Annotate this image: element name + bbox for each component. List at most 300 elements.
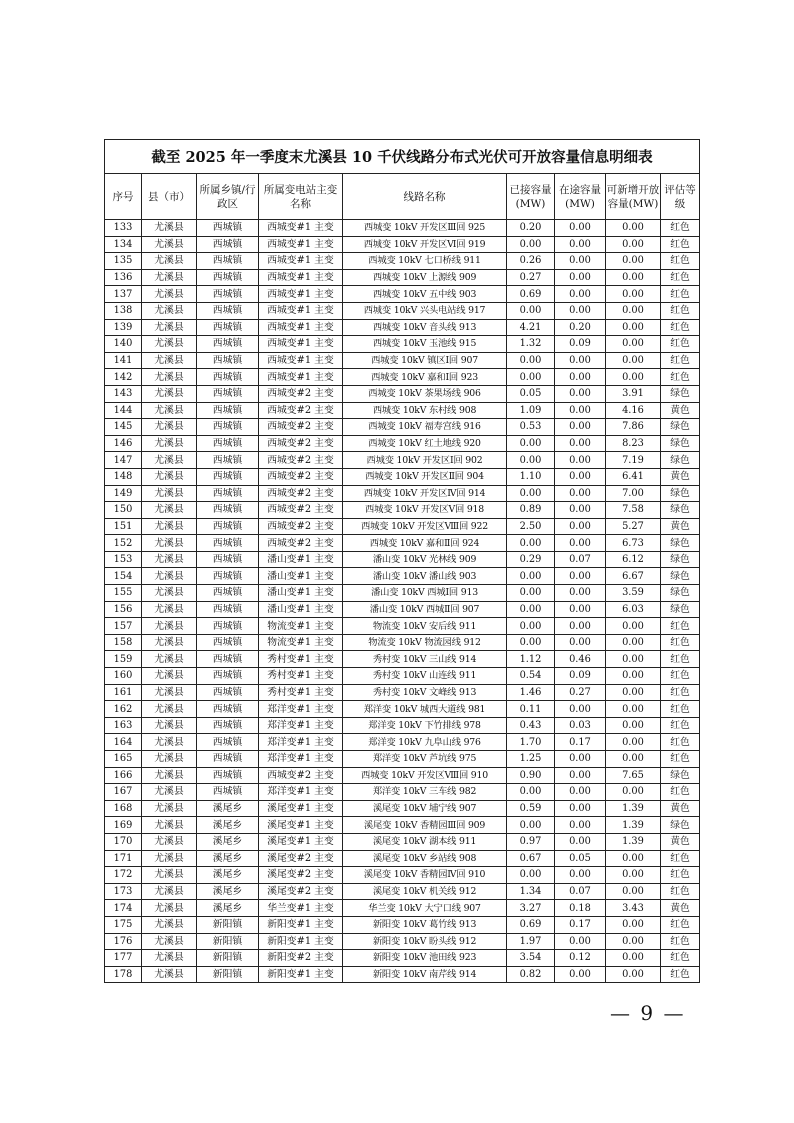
town-cell: 新阳镇 bbox=[197, 966, 259, 983]
available-cell: 0.00 bbox=[606, 651, 661, 668]
line-name-cell: 新阳变 10kV 南芹线 914 bbox=[343, 966, 507, 983]
seq-cell: 136 bbox=[105, 269, 142, 286]
table-row bbox=[105, 717, 700, 734]
line-name-cell: 溪尾变 10kV 乡站线 908 bbox=[343, 850, 507, 867]
seq-cell: 175 bbox=[105, 916, 142, 933]
header-seq: 序号 bbox=[105, 174, 142, 220]
available-cell: 0.00 bbox=[606, 269, 661, 286]
table-row bbox=[105, 568, 700, 585]
line-name-cell: 西城变 10kV 玉池线 915 bbox=[343, 336, 507, 353]
transit-cell: 0.05 bbox=[555, 850, 606, 867]
transit-cell: 0.46 bbox=[555, 651, 606, 668]
header-transit: 在途容量(MW) bbox=[555, 174, 606, 220]
transit-cell: 0.00 bbox=[555, 269, 606, 286]
available-cell: 7.65 bbox=[606, 767, 661, 784]
station-cell: 西城变#1 主变 bbox=[259, 269, 343, 286]
connected-cell: 0.20 bbox=[507, 220, 555, 237]
grade-cell: 红色 bbox=[661, 286, 700, 303]
seq-cell: 138 bbox=[105, 302, 142, 319]
available-cell: 0.00 bbox=[606, 634, 661, 651]
table-row bbox=[105, 634, 700, 651]
available-cell: 0.00 bbox=[606, 784, 661, 801]
station-cell: 西城变#2 主变 bbox=[259, 468, 343, 485]
town-cell: 西城镇 bbox=[197, 402, 259, 419]
table-row bbox=[105, 319, 700, 336]
available-cell: 4.16 bbox=[606, 402, 661, 419]
available-cell: 0.00 bbox=[606, 933, 661, 950]
town-cell: 西城镇 bbox=[197, 319, 259, 336]
grade-cell: 绿色 bbox=[661, 485, 700, 502]
table-row bbox=[105, 601, 700, 618]
grade-cell: 红色 bbox=[661, 701, 700, 718]
seq-cell: 163 bbox=[105, 717, 142, 734]
county-cell: 尤溪县 bbox=[142, 900, 197, 917]
line-name-cell: 秀村变 10kV 三山线 914 bbox=[343, 651, 507, 668]
connected-cell: 0.27 bbox=[507, 269, 555, 286]
grade-cell: 绿色 bbox=[661, 419, 700, 436]
county-cell: 尤溪县 bbox=[142, 833, 197, 850]
county-cell: 尤溪县 bbox=[142, 419, 197, 436]
grade-cell: 绿色 bbox=[661, 817, 700, 834]
transit-cell: 0.00 bbox=[555, 701, 606, 718]
station-cell: 西城变#2 主变 bbox=[259, 535, 343, 552]
town-cell: 西城镇 bbox=[197, 253, 259, 270]
seq-cell: 161 bbox=[105, 684, 142, 701]
town-cell: 西城镇 bbox=[197, 336, 259, 353]
county-cell: 尤溪县 bbox=[142, 717, 197, 734]
station-cell: 西城变#1 主变 bbox=[259, 236, 343, 253]
table-row bbox=[105, 369, 700, 386]
transit-cell: 0.20 bbox=[555, 319, 606, 336]
county-cell: 尤溪县 bbox=[142, 668, 197, 685]
available-cell: 6.73 bbox=[606, 535, 661, 552]
available-cell: 0.00 bbox=[606, 751, 661, 768]
line-name-cell: 秀村变 10kV 文峰线 913 bbox=[343, 684, 507, 701]
grade-cell: 红色 bbox=[661, 867, 700, 884]
table-row bbox=[105, 269, 700, 286]
table-row bbox=[105, 767, 700, 784]
connected-cell: 4.21 bbox=[507, 319, 555, 336]
line-name-cell: 郑洋变 10kV 三车线 982 bbox=[343, 784, 507, 801]
station-cell: 西城变#1 主变 bbox=[259, 319, 343, 336]
table-row bbox=[105, 900, 700, 917]
grade-cell: 红色 bbox=[661, 684, 700, 701]
town-cell: 西城镇 bbox=[197, 385, 259, 402]
table-row bbox=[105, 352, 700, 369]
line-name-cell: 西城变 10kV 嘉和Ⅱ回 924 bbox=[343, 535, 507, 552]
line-name-cell: 潘山变 10kV 光林线 909 bbox=[343, 551, 507, 568]
seq-cell: 143 bbox=[105, 385, 142, 402]
available-cell: 7.19 bbox=[606, 452, 661, 469]
station-cell: 西城变#2 主变 bbox=[259, 485, 343, 502]
grade-cell: 红色 bbox=[661, 302, 700, 319]
county-cell: 尤溪县 bbox=[142, 933, 197, 950]
town-cell: 西城镇 bbox=[197, 751, 259, 768]
connected-cell: 0.11 bbox=[507, 701, 555, 718]
grade-cell: 红色 bbox=[661, 850, 700, 867]
seq-cell: 174 bbox=[105, 900, 142, 917]
grade-cell: 红色 bbox=[661, 734, 700, 751]
available-cell: 3.43 bbox=[606, 900, 661, 917]
connected-cell: 0.00 bbox=[507, 867, 555, 884]
transit-cell: 0.00 bbox=[555, 419, 606, 436]
available-cell: 0.00 bbox=[606, 286, 661, 303]
table-title: 截至 2025 年一季度末尤溪县 10 千伏线路分布式光伏可开放容量信息明细表 bbox=[105, 140, 700, 174]
town-cell: 西城镇 bbox=[197, 220, 259, 237]
station-cell: 西城变#1 主变 bbox=[259, 302, 343, 319]
station-cell: 西城变#1 主变 bbox=[259, 220, 343, 237]
transit-cell: 0.00 bbox=[555, 435, 606, 452]
seq-cell: 150 bbox=[105, 502, 142, 519]
line-name-cell: 溪尾变 10kV 机关线 912 bbox=[343, 883, 507, 900]
connected-cell: 0.00 bbox=[507, 236, 555, 253]
available-cell: 6.41 bbox=[606, 468, 661, 485]
transit-cell: 0.00 bbox=[555, 966, 606, 983]
header-station: 所属变电站主变名称 bbox=[259, 174, 343, 220]
county-cell: 尤溪县 bbox=[142, 485, 197, 502]
station-cell: 西城变#2 主变 bbox=[259, 502, 343, 519]
seq-cell: 139 bbox=[105, 319, 142, 336]
line-name-cell: 西城变 10kV 开发区Ⅳ回 914 bbox=[343, 485, 507, 502]
connected-cell: 0.00 bbox=[507, 535, 555, 552]
county-cell: 尤溪县 bbox=[142, 452, 197, 469]
station-cell: 潘山变#1 主变 bbox=[259, 551, 343, 568]
transit-cell: 0.00 bbox=[555, 817, 606, 834]
available-cell: 1.39 bbox=[606, 833, 661, 850]
transit-cell: 0.00 bbox=[555, 468, 606, 485]
table-row bbox=[105, 883, 700, 900]
transit-cell: 0.00 bbox=[555, 767, 606, 784]
county-cell: 尤溪县 bbox=[142, 966, 197, 983]
table-row bbox=[105, 950, 700, 967]
line-name-cell: 潘山变 10kV 西城Ⅰ回 913 bbox=[343, 585, 507, 602]
town-cell: 溪尾乡 bbox=[197, 883, 259, 900]
line-name-cell: 西城变 10kV 开发区Ⅰ回 902 bbox=[343, 452, 507, 469]
county-cell: 尤溪县 bbox=[142, 767, 197, 784]
available-cell: 0.00 bbox=[606, 717, 661, 734]
county-cell: 尤溪县 bbox=[142, 651, 197, 668]
table-row bbox=[105, 916, 700, 933]
available-cell: 3.91 bbox=[606, 385, 661, 402]
transit-cell: 0.00 bbox=[555, 601, 606, 618]
county-cell: 尤溪县 bbox=[142, 800, 197, 817]
grade-cell: 红色 bbox=[661, 651, 700, 668]
transit-cell: 0.00 bbox=[555, 867, 606, 884]
connected-cell: 0.00 bbox=[507, 302, 555, 319]
table-row bbox=[105, 236, 700, 253]
transit-cell: 0.09 bbox=[555, 336, 606, 353]
seq-cell: 142 bbox=[105, 369, 142, 386]
seq-cell: 140 bbox=[105, 336, 142, 353]
header-available: 可新增开放容量(MW) bbox=[606, 174, 661, 220]
available-cell: 0.00 bbox=[606, 867, 661, 884]
line-name-cell: 溪尾变 10kV 香精园Ⅲ回 909 bbox=[343, 817, 507, 834]
header-town: 所属乡镇/行政区 bbox=[197, 174, 259, 220]
grade-cell: 红色 bbox=[661, 717, 700, 734]
connected-cell: 0.05 bbox=[507, 385, 555, 402]
available-cell: 0.00 bbox=[606, 701, 661, 718]
county-cell: 尤溪县 bbox=[142, 684, 197, 701]
station-cell: 西城变#1 主变 bbox=[259, 286, 343, 303]
table-row bbox=[105, 402, 700, 419]
transit-cell: 0.00 bbox=[555, 286, 606, 303]
station-cell: 西城变#2 主变 bbox=[259, 402, 343, 419]
county-cell: 尤溪县 bbox=[142, 867, 197, 884]
station-cell: 新阳变#2 主变 bbox=[259, 950, 343, 967]
connected-cell: 0.90 bbox=[507, 767, 555, 784]
header-county: 县（市） bbox=[142, 174, 197, 220]
connected-cell: 0.00 bbox=[507, 634, 555, 651]
town-cell: 溪尾乡 bbox=[197, 817, 259, 834]
available-cell: 0.00 bbox=[606, 668, 661, 685]
town-cell: 西城镇 bbox=[197, 717, 259, 734]
county-cell: 尤溪县 bbox=[142, 734, 197, 751]
station-cell: 华兰变#1 主变 bbox=[259, 900, 343, 917]
grade-cell: 红色 bbox=[661, 883, 700, 900]
transit-cell: 0.17 bbox=[555, 916, 606, 933]
station-cell: 西城变#2 主变 bbox=[259, 767, 343, 784]
connected-cell: 0.53 bbox=[507, 419, 555, 436]
connected-cell: 2.50 bbox=[507, 518, 555, 535]
line-name-cell: 郑洋变 10kV 九阜山线 976 bbox=[343, 734, 507, 751]
county-cell: 尤溪县 bbox=[142, 701, 197, 718]
town-cell: 溪尾乡 bbox=[197, 833, 259, 850]
header-connected: 已接容量(MW) bbox=[507, 174, 555, 220]
table-row bbox=[105, 701, 700, 718]
connected-cell: 0.26 bbox=[507, 253, 555, 270]
line-name-cell: 新阳变 10kV 盼头线 912 bbox=[343, 933, 507, 950]
county-cell: 尤溪县 bbox=[142, 236, 197, 253]
town-cell: 西城镇 bbox=[197, 734, 259, 751]
seq-cell: 172 bbox=[105, 867, 142, 884]
table-row bbox=[105, 585, 700, 602]
town-cell: 西城镇 bbox=[197, 535, 259, 552]
county-cell: 尤溪县 bbox=[142, 784, 197, 801]
line-name-cell: 西城变 10kV 上源线 909 bbox=[343, 269, 507, 286]
connected-cell: 1.34 bbox=[507, 883, 555, 900]
station-cell: 新阳变#1 主变 bbox=[259, 933, 343, 950]
seq-cell: 171 bbox=[105, 850, 142, 867]
grade-cell: 红色 bbox=[661, 618, 700, 635]
transit-cell: 0.00 bbox=[555, 568, 606, 585]
town-cell: 西城镇 bbox=[197, 634, 259, 651]
connected-cell: 0.97 bbox=[507, 833, 555, 850]
line-name-cell: 西城变 10kV 兴头电站线 917 bbox=[343, 302, 507, 319]
available-cell: 0.00 bbox=[606, 850, 661, 867]
town-cell: 溪尾乡 bbox=[197, 800, 259, 817]
capacity-table bbox=[104, 139, 700, 983]
connected-cell: 0.00 bbox=[507, 784, 555, 801]
transit-cell: 0.07 bbox=[555, 883, 606, 900]
county-cell: 尤溪县 bbox=[142, 601, 197, 618]
station-cell: 新阳变#1 主变 bbox=[259, 966, 343, 983]
seq-cell: 159 bbox=[105, 651, 142, 668]
grade-cell: 绿色 bbox=[661, 452, 700, 469]
transit-cell: 0.00 bbox=[555, 452, 606, 469]
transit-cell: 0.00 bbox=[555, 618, 606, 635]
station-cell: 西城变#1 主变 bbox=[259, 253, 343, 270]
table-row bbox=[105, 684, 700, 701]
town-cell: 西城镇 bbox=[197, 568, 259, 585]
station-cell: 郑洋变#1 主变 bbox=[259, 784, 343, 801]
table-row bbox=[105, 933, 700, 950]
table-row bbox=[105, 833, 700, 850]
connected-cell: 0.00 bbox=[507, 817, 555, 834]
county-cell: 尤溪县 bbox=[142, 319, 197, 336]
county-cell: 尤溪县 bbox=[142, 568, 197, 585]
line-name-cell: 西城变 10kV 嘉和Ⅰ回 923 bbox=[343, 369, 507, 386]
table-row bbox=[105, 502, 700, 519]
seq-cell: 154 bbox=[105, 568, 142, 585]
county-cell: 尤溪县 bbox=[142, 336, 197, 353]
county-cell: 尤溪县 bbox=[142, 269, 197, 286]
seq-cell: 152 bbox=[105, 535, 142, 552]
transit-cell: 0.00 bbox=[555, 253, 606, 270]
table-row bbox=[105, 867, 700, 884]
county-cell: 尤溪县 bbox=[142, 369, 197, 386]
station-cell: 溪尾变#2 主变 bbox=[259, 883, 343, 900]
transit-cell: 0.00 bbox=[555, 220, 606, 237]
seq-cell: 173 bbox=[105, 883, 142, 900]
connected-cell: 0.00 bbox=[507, 369, 555, 386]
table-row bbox=[105, 751, 700, 768]
connected-cell: 1.25 bbox=[507, 751, 555, 768]
table-row bbox=[105, 468, 700, 485]
seq-cell: 169 bbox=[105, 817, 142, 834]
line-name-cell: 西城变 10kV 开发区Ⅱ回 904 bbox=[343, 468, 507, 485]
seq-cell: 164 bbox=[105, 734, 142, 751]
line-name-cell: 郑洋变 10kV 芦坑线 975 bbox=[343, 751, 507, 768]
grade-cell: 红色 bbox=[661, 352, 700, 369]
connected-cell: 0.00 bbox=[507, 435, 555, 452]
station-cell: 郑洋变#1 主变 bbox=[259, 751, 343, 768]
county-cell: 尤溪县 bbox=[142, 286, 197, 303]
available-cell: 7.00 bbox=[606, 485, 661, 502]
town-cell: 西城镇 bbox=[197, 651, 259, 668]
seq-cell: 153 bbox=[105, 551, 142, 568]
line-name-cell: 西城变 10kV 开发区Ⅷ回 922 bbox=[343, 518, 507, 535]
grade-cell: 红色 bbox=[661, 369, 700, 386]
transit-cell: 0.00 bbox=[555, 535, 606, 552]
connected-cell: 0.59 bbox=[507, 800, 555, 817]
available-cell: 0.00 bbox=[606, 966, 661, 983]
seq-cell: 148 bbox=[105, 468, 142, 485]
county-cell: 尤溪县 bbox=[142, 468, 197, 485]
available-cell: 6.03 bbox=[606, 601, 661, 618]
station-cell: 西城变#2 主变 bbox=[259, 435, 343, 452]
table-row bbox=[105, 452, 700, 469]
town-cell: 西城镇 bbox=[197, 518, 259, 535]
station-cell: 西城变#1 主变 bbox=[259, 369, 343, 386]
grade-cell: 红色 bbox=[661, 784, 700, 801]
table-row bbox=[105, 485, 700, 502]
county-cell: 尤溪县 bbox=[142, 618, 197, 635]
line-name-cell: 新阳变 10kV 葛竹线 913 bbox=[343, 916, 507, 933]
seq-cell: 144 bbox=[105, 402, 142, 419]
grade-cell: 红色 bbox=[661, 319, 700, 336]
county-cell: 尤溪县 bbox=[142, 518, 197, 535]
grade-cell: 绿色 bbox=[661, 385, 700, 402]
line-name-cell: 西城变 10kV 开发区Ⅲ回 925 bbox=[343, 220, 507, 237]
seq-cell: 162 bbox=[105, 701, 142, 718]
connected-cell: 0.00 bbox=[507, 585, 555, 602]
header-line: 线路名称 bbox=[343, 174, 507, 220]
available-cell: 0.00 bbox=[606, 916, 661, 933]
county-cell: 尤溪县 bbox=[142, 253, 197, 270]
town-cell: 西城镇 bbox=[197, 236, 259, 253]
transit-cell: 0.00 bbox=[555, 634, 606, 651]
line-name-cell: 西城变 10kV 红土地线 920 bbox=[343, 435, 507, 452]
station-cell: 溪尾变#2 主变 bbox=[259, 850, 343, 867]
available-cell: 0.00 bbox=[606, 220, 661, 237]
town-cell: 西城镇 bbox=[197, 701, 259, 718]
town-cell: 西城镇 bbox=[197, 684, 259, 701]
town-cell: 西城镇 bbox=[197, 767, 259, 784]
station-cell: 郑洋变#1 主变 bbox=[259, 734, 343, 751]
station-cell: 物流变#1 主变 bbox=[259, 618, 343, 635]
county-cell: 尤溪县 bbox=[142, 220, 197, 237]
county-cell: 尤溪县 bbox=[142, 850, 197, 867]
connected-cell: 1.10 bbox=[507, 468, 555, 485]
line-name-cell: 新阳变 10kV 池田线 923 bbox=[343, 950, 507, 967]
connected-cell: 3.27 bbox=[507, 900, 555, 917]
seq-cell: 146 bbox=[105, 435, 142, 452]
transit-cell: 0.00 bbox=[555, 751, 606, 768]
grade-cell: 红色 bbox=[661, 966, 700, 983]
transit-cell: 0.00 bbox=[555, 518, 606, 535]
seq-cell: 145 bbox=[105, 419, 142, 436]
transit-cell: 0.00 bbox=[555, 385, 606, 402]
county-cell: 尤溪县 bbox=[142, 402, 197, 419]
county-cell: 尤溪县 bbox=[142, 551, 197, 568]
available-cell: 5.27 bbox=[606, 518, 661, 535]
grade-cell: 红色 bbox=[661, 916, 700, 933]
table-row bbox=[105, 784, 700, 801]
transit-cell: 0.27 bbox=[555, 684, 606, 701]
town-cell: 西城镇 bbox=[197, 352, 259, 369]
transit-cell: 0.00 bbox=[555, 833, 606, 850]
seq-cell: 170 bbox=[105, 833, 142, 850]
seq-cell: 166 bbox=[105, 767, 142, 784]
grade-cell: 黄色 bbox=[661, 833, 700, 850]
town-cell: 西城镇 bbox=[197, 668, 259, 685]
grade-cell: 绿色 bbox=[661, 767, 700, 784]
available-cell: 3.59 bbox=[606, 585, 661, 602]
county-cell: 尤溪县 bbox=[142, 435, 197, 452]
line-name-cell: 物流变 10kV 安后线 911 bbox=[343, 618, 507, 635]
seq-cell: 141 bbox=[105, 352, 142, 369]
available-cell: 0.00 bbox=[606, 883, 661, 900]
grade-cell: 红色 bbox=[661, 634, 700, 651]
station-cell: 溪尾变#2 主变 bbox=[259, 867, 343, 884]
grade-cell: 红色 bbox=[661, 336, 700, 353]
line-name-cell: 西城变 10kV 五中线 903 bbox=[343, 286, 507, 303]
town-cell: 溪尾乡 bbox=[197, 850, 259, 867]
available-cell: 0.00 bbox=[606, 302, 661, 319]
seq-cell: 160 bbox=[105, 668, 142, 685]
transit-cell: 0.07 bbox=[555, 551, 606, 568]
seq-cell: 147 bbox=[105, 452, 142, 469]
grade-cell: 绿色 bbox=[661, 585, 700, 602]
table-row bbox=[105, 800, 700, 817]
station-cell: 西城变#2 主变 bbox=[259, 518, 343, 535]
station-cell: 郑洋变#1 主变 bbox=[259, 717, 343, 734]
line-name-cell: 郑洋变 10kV 城西大道线 981 bbox=[343, 701, 507, 718]
transit-cell: 0.17 bbox=[555, 734, 606, 751]
county-cell: 尤溪县 bbox=[142, 916, 197, 933]
station-cell: 物流变#1 主变 bbox=[259, 634, 343, 651]
connected-cell: 3.54 bbox=[507, 950, 555, 967]
